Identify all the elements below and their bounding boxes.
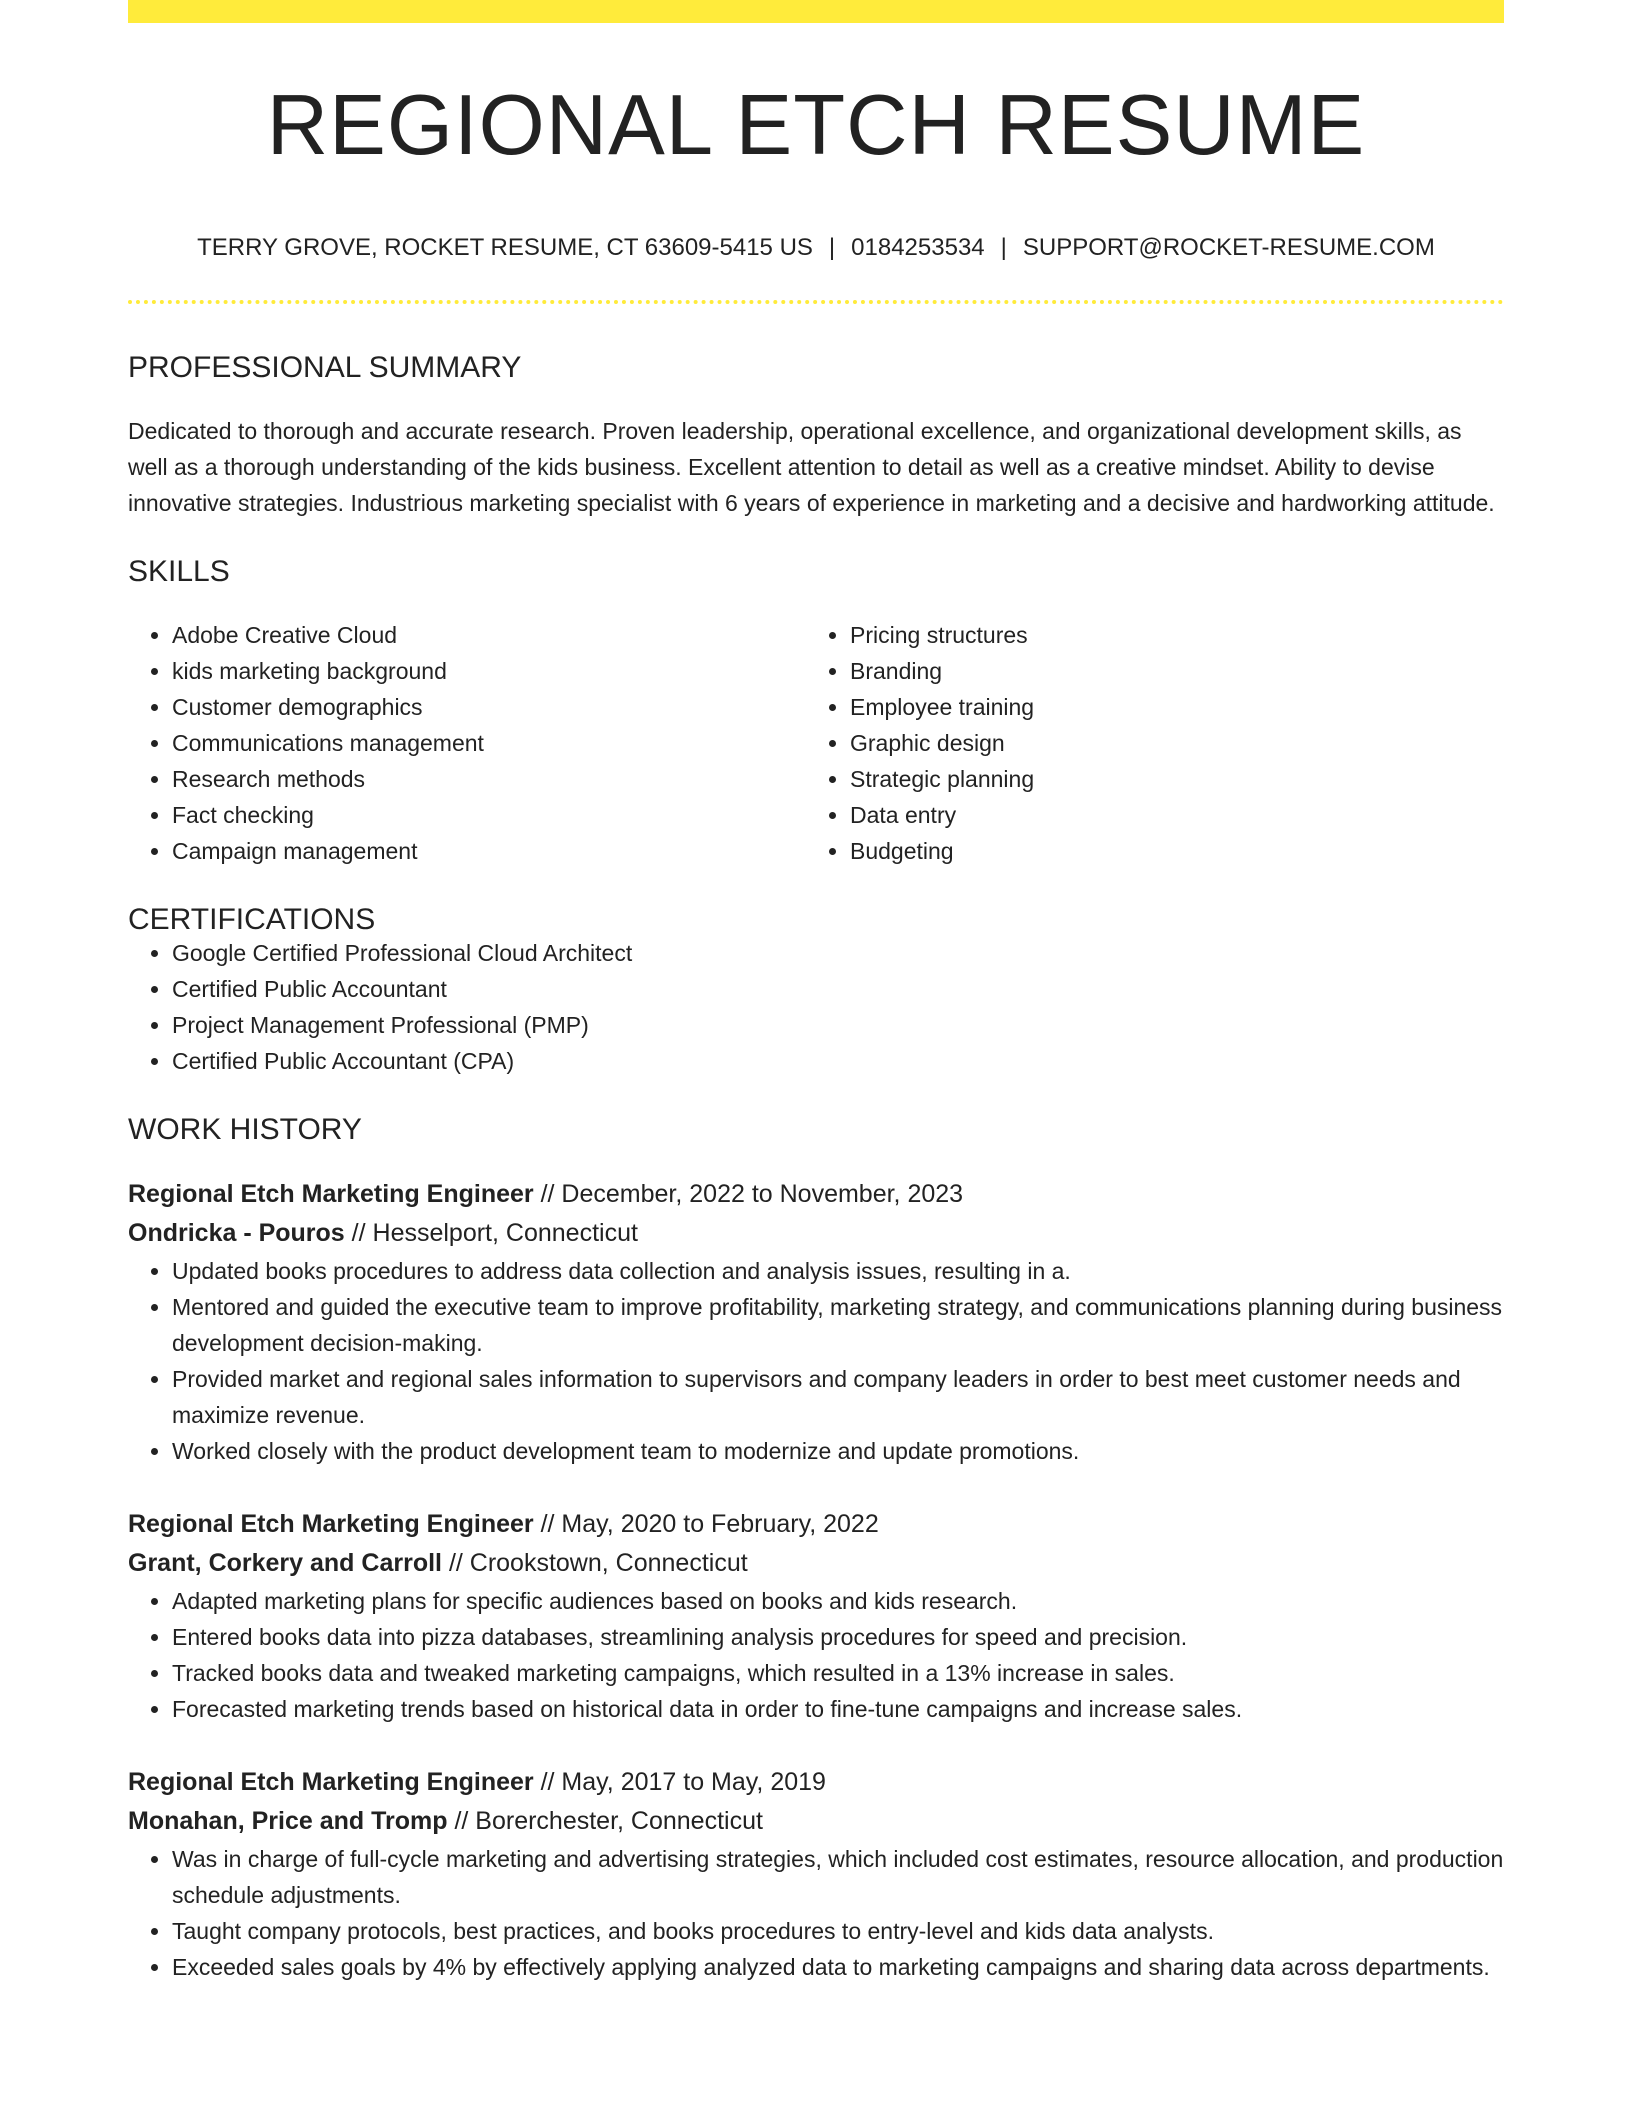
job-bullet: • Entered books data into pizza databases, streamlining analysis procedures for speed and precision. bbox=[172, 1619, 1504, 1655]
job-location: // Crookstown, Connecticut bbox=[448, 1549, 748, 1577]
contact-line bbox=[128, 236, 1504, 260]
skill-item: • Graphic design bbox=[850, 725, 1484, 761]
skill-item: • Budgeting bbox=[850, 833, 1484, 869]
job-dates: // May, 2020 to February, 2022 bbox=[540, 1510, 879, 1538]
job-entry bbox=[128, 1175, 1504, 1469]
skills-heading: SKILLS bbox=[128, 555, 230, 588]
skill-item: • Adobe Creative Cloud bbox=[172, 617, 806, 653]
job-location: // Hesselport, Connecticut bbox=[351, 1219, 638, 1247]
job-bullet: • Exceeded sales goals by 4% by effectively applying analyzed data to marketing campaigns and sharing data across departments. bbox=[172, 1949, 1504, 1985]
resume-page bbox=[128, 0, 1504, 1985]
job-bullet-list bbox=[128, 1253, 1504, 1469]
certification-item: • Certified Public Accountant bbox=[172, 971, 1504, 1007]
job-title-line bbox=[128, 1175, 1504, 1214]
contact-phone: 0184253534 bbox=[851, 234, 985, 261]
resume-title: REGIONAL ETCH RESUME bbox=[266, 78, 1366, 173]
job-company-line bbox=[128, 1214, 1504, 1253]
skill-item: • Communications management bbox=[172, 725, 806, 761]
skill-item: • Pricing structures bbox=[850, 617, 1484, 653]
job-bullet-list bbox=[128, 1583, 1504, 1727]
job-bullet-list bbox=[128, 1841, 1504, 1985]
skill-item: • kids marketing background bbox=[172, 653, 806, 689]
skill-item: • Data entry bbox=[850, 797, 1484, 833]
certification-item: • Project Management Professional (PMP) bbox=[172, 1007, 1504, 1043]
skill-item: • Campaign management bbox=[172, 833, 806, 869]
job-company-line bbox=[128, 1544, 1504, 1583]
job-title: Regional Etch Marketing Engineer bbox=[128, 1510, 534, 1538]
job-entry bbox=[128, 1505, 1504, 1727]
job-dates: // December, 2022 to November, 2023 bbox=[540, 1180, 964, 1208]
certification-item: • Certified Public Accountant (CPA) bbox=[172, 1043, 1504, 1079]
job-bullet: • Provided market and regional sales information to supervisors and company leaders in order to best meet customer needs and maximize revenue. bbox=[172, 1361, 1504, 1433]
work-history-heading: WORK HISTORY bbox=[128, 1113, 362, 1146]
certifications-heading: CERTIFICATIONS bbox=[128, 903, 376, 936]
skills-list-left bbox=[128, 617, 806, 869]
contact-separator: | bbox=[1000, 234, 1007, 261]
skills-column-left bbox=[128, 617, 806, 869]
job-bullet: • Forecasted marketing trends based on historical data in order to fine-tune campaigns and increase sales. bbox=[172, 1691, 1504, 1727]
skills-grid bbox=[128, 617, 1504, 869]
skills-column-right bbox=[806, 617, 1484, 869]
job-title-line bbox=[128, 1505, 1504, 1544]
skills-list-right bbox=[806, 617, 1484, 869]
job-entry bbox=[128, 1763, 1504, 1985]
skill-item: • Customer demographics bbox=[172, 689, 806, 725]
skill-item: • Fact checking bbox=[172, 797, 806, 833]
job-company: Grant, Corkery and Carroll bbox=[128, 1549, 442, 1577]
job-bullet: • Taught company protocols, best practices, and books procedures to entry-level and kids data analysts. bbox=[172, 1913, 1504, 1949]
skill-item: • Branding bbox=[850, 653, 1484, 689]
job-dates: // May, 2017 to May, 2019 bbox=[540, 1768, 826, 1796]
dotted-divider bbox=[128, 300, 1504, 304]
job-title: Regional Etch Marketing Engineer bbox=[128, 1180, 534, 1208]
skill-item: • Research methods bbox=[172, 761, 806, 797]
job-bullet: • Worked closely with the product development team to modernize and update promotions. bbox=[172, 1433, 1504, 1469]
skill-item: • Employee training bbox=[850, 689, 1484, 725]
job-company-line bbox=[128, 1802, 1504, 1841]
contact-email: SUPPORT@ROCKET-RESUME.COM bbox=[1022, 234, 1435, 261]
certification-item: • Google Certified Professional Cloud Architect bbox=[172, 935, 1504, 971]
contact-separator: | bbox=[828, 234, 836, 261]
summary-heading: PROFESSIONAL SUMMARY bbox=[128, 351, 522, 384]
job-title-line bbox=[128, 1763, 1504, 1802]
contact-address: TERRY GROVE, ROCKET RESUME, CT 63609-5415 US bbox=[197, 234, 813, 261]
job-bullet: • Was in charge of full-cycle marketing and advertising strategies, which included cost estimates, resource allocation, and production schedule adjustments. bbox=[172, 1841, 1504, 1913]
certifications-list bbox=[128, 935, 1504, 1079]
top-accent-bar bbox=[128, 0, 1504, 23]
job-bullet: • Adapted marketing plans for specific audiences based on books and kids research. bbox=[172, 1583, 1504, 1619]
job-bullet: • Mentored and guided the executive team to improve profitability, marketing strategy, and communications planning during business development decision-making. bbox=[172, 1289, 1504, 1361]
skill-item: • Strategic planning bbox=[850, 761, 1484, 797]
job-location: // Borerchester, Connecticut bbox=[454, 1807, 763, 1835]
job-title: Regional Etch Marketing Engineer bbox=[128, 1768, 534, 1796]
job-bullet: • Tracked books data and tweaked marketing campaigns, which resulted in a 13% increase in sales. bbox=[172, 1655, 1504, 1691]
job-company: Monahan, Price and Tromp bbox=[128, 1807, 448, 1835]
job-company: Ondricka - Pouros bbox=[128, 1219, 345, 1247]
job-bullet: • Updated books procedures to address data collection and analysis issues, resulting in a. bbox=[172, 1253, 1504, 1289]
summary-text: Dedicated to thorough and accurate research. Proven leadership, operational excellence, and organizational development skills, as well as a thorough understanding of the kids business. Excellent attention to detail as well as a creative mindset. Ability to devise innovative strategies. Industrious marketing specialist with 6 years of experience in marketing and a decisive and hardworking attitude. bbox=[128, 418, 1495, 516]
